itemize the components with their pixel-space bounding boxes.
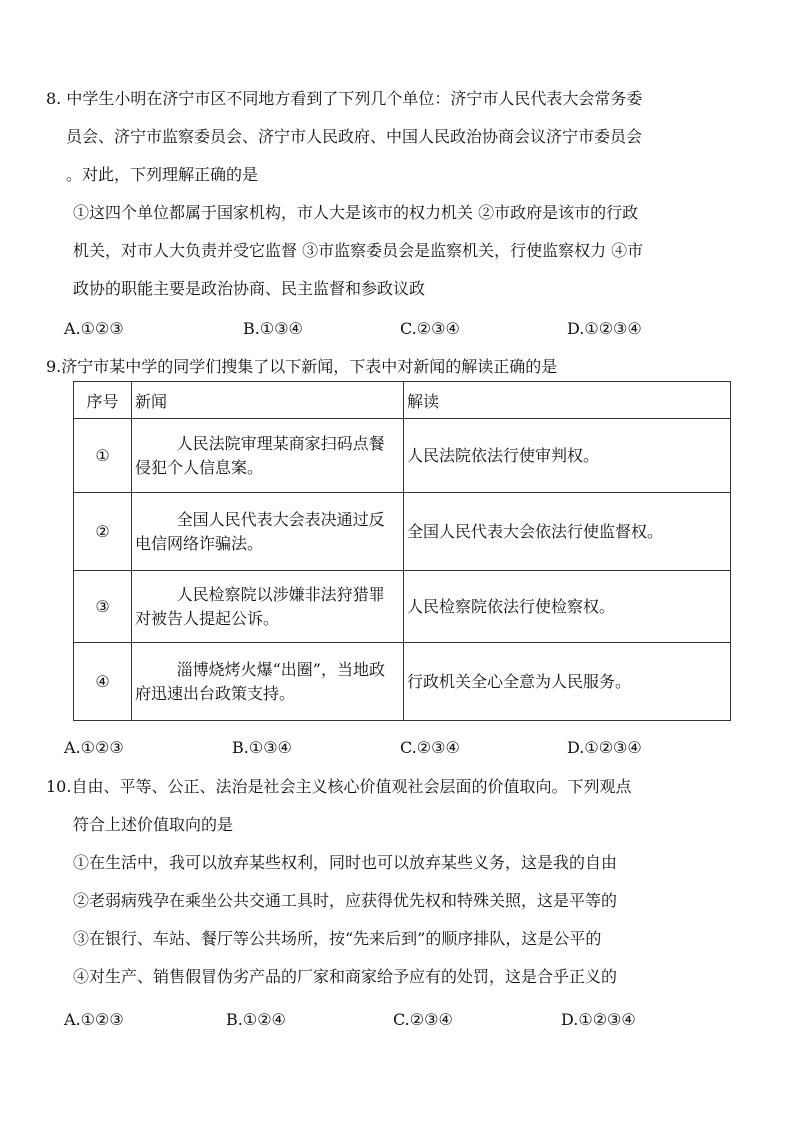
q9-option-c: C.②③④ (400, 738, 460, 757)
table-row (74, 419, 731, 493)
q10-option-c: C.②③④ (393, 1010, 453, 1029)
row-number: ④ (74, 643, 132, 721)
q10-item-3: ③在银行、车站、餐厅等公共场所，按“先来后到”的顺序排队，这是公平的 (73, 929, 602, 948)
header-reading: 解读 (404, 382, 731, 419)
row-reading: 全国人民代表大会依法行使监督权。 (404, 493, 731, 571)
q9-option-d: D.①②③④ (567, 738, 642, 757)
q8-option-c: C.②③④ (400, 319, 460, 338)
q8-stem-line-3: 。对此，下列理解正确的是 (66, 165, 259, 184)
q10-option-a: A.①②③ (64, 1010, 124, 1029)
q10-stem-line-1: 10.自由、平等、公正、法治是社会主义核心价值观社会层面的价值取向。下列观点 (46, 777, 632, 796)
header-news: 新闻 (132, 382, 404, 419)
table-row (74, 493, 731, 571)
header-number: 序号 (74, 382, 132, 419)
row-reading: 人民检察院依法行使检察权。 (404, 571, 731, 643)
table-row (74, 571, 731, 643)
table-row (74, 643, 731, 721)
row-number: ② (74, 493, 132, 571)
row-number: ① (74, 419, 132, 493)
q8-option-b: B.①③④ (243, 319, 303, 338)
q8-statement-line-2: 机关，对市人大负责并受它监督 ③市监察委员会是监察机关，行使监察权力 ④市 (73, 241, 644, 260)
q8-statement-line-1: ①这四个单位都属于国家机构，市人大是该市的权力机关 ②市政府是该市的行政 (73, 203, 639, 222)
q9-option-b: B.①③④ (232, 738, 292, 757)
q9-stem: 9.济宁市某中学的同学们搜集了以下新闻，下表中对新闻的解读正确的是 (46, 357, 558, 376)
q8-option-a: A.①②③ (64, 319, 124, 338)
q8-stem-line-1: 8. 中学生小明在济宁市区不同地方看到了下列几个单位：济宁市人民代表大会常务委 (46, 89, 643, 108)
q10-stem-line-2: 符合上述价值取向的是 (73, 815, 234, 834)
q10-item-4: ④对生产、销售假冒伪劣产品的厂家和商家给予应有的处罚，这是合乎正义的 (73, 967, 618, 986)
row-news: 淄博烧烤火爆“出圈”，当地政府迅速出台政策支持。 (132, 643, 404, 721)
row-reading: 人民法院依法行使审判权。 (404, 419, 731, 493)
news-table (73, 381, 731, 721)
q10-option-b: B.①②④ (226, 1010, 286, 1029)
q8-stem-line-2: 员会、济宁市监察委员会、济宁市人民政府、中国人民政治协商会议济宁市委员会 (66, 127, 643, 146)
q8-option-d: D.①②③④ (567, 319, 642, 338)
row-news: 全国人民代表大会表决通过反电信网络诈骗法。 (132, 493, 404, 571)
q10-option-d: D.①②③④ (561, 1010, 636, 1029)
q9-option-a: A.①②③ (64, 738, 124, 757)
table-header-row (74, 382, 731, 419)
row-news: 人民法院审理某商家扫码点餐侵犯个人信息案。 (132, 419, 404, 493)
row-number: ③ (74, 571, 132, 643)
q10-item-1: ①在生活中，我可以放弃某些权利，同时也可以放弃某些义务，这是我的自由 (73, 853, 618, 872)
q8-statement-line-3: 政协的职能主要是政治协商、民主监督和参政议政 (73, 279, 426, 298)
row-news: 人民检察院以涉嫌非法狩猎罪对被告人提起公诉。 (132, 571, 404, 643)
q10-item-2: ②老弱病残孕在乘坐公共交通工具时，应获得优先权和特殊关照，这是平等的 (73, 891, 618, 910)
row-reading: 行政机关全心全意为人民服务。 (404, 643, 731, 721)
